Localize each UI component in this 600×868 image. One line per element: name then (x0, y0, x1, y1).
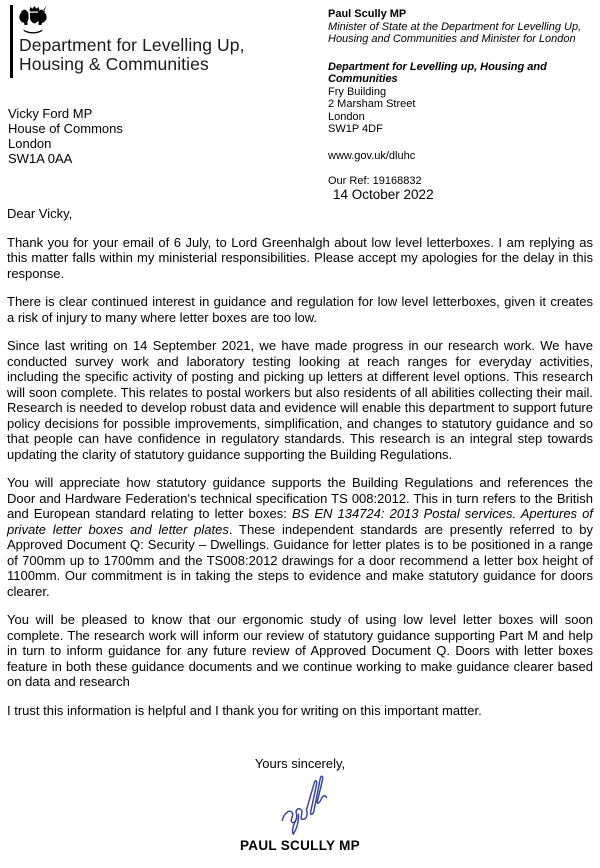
address-line: London (328, 110, 365, 123)
paragraphs-container (7, 235, 593, 719)
address-line: Vicky Ford MP (8, 106, 93, 121)
letterhead-rule (10, 5, 13, 78)
address-line: London (8, 136, 52, 151)
salutation: Dear Vicky, (7, 206, 73, 221)
address-line: SW1A 0AA (8, 151, 73, 166)
department-name: Department for Levelling Up, Housing & Communities (19, 35, 245, 74)
address-line: SW1P 4DF (328, 123, 383, 135)
letter-paragraph: There is clear continued interest in guidance and regulation for low level letterboxes, given it creates a risk of injury to many where letter boxes are too low. (7, 294, 593, 325)
website-url: www.gov.uk/dluhc (328, 149, 416, 162)
sender-block (328, 8, 594, 201)
sender-department: Department for Levelling up, Housing and Communities (328, 60, 547, 85)
address-line: Fry Building (328, 85, 387, 98)
letter-date: 14 October 2022 (333, 186, 434, 202)
letter-paragraph: You will be pleased to know that our ergonomic study of using low level letter boxes will soon complete. The research work will inform our review of statutory guidance supporting Part M and help in turn to inform guidance for any future review of Approved Document Q. Doors with letter boxes feature in both these guidance documents and we continue working to make guidance clearer based on data and research (7, 612, 593, 689)
sender-address (328, 86, 594, 136)
recipient-address (8, 106, 123, 166)
letter-paragraph: I trust this information is helpful and I thank you for writing on this important matter. (7, 702, 482, 718)
address-line: 2 Marsham Street (328, 98, 416, 110)
address-line: House of Commons (8, 121, 123, 136)
our-ref: Our Ref: 19168832 (328, 175, 422, 187)
closing-phrase: Yours sincerely, (254, 756, 346, 771)
sender-title: Minister of State at the Department for Levelling Up, Housing and Communities and Minister for London (328, 20, 582, 45)
royal-crest-icon (17, 5, 49, 39)
sender-name: Paul Scully MP (328, 8, 407, 20)
letter-paragraph: Thank you for your email of 6 July, to Lord Greenhalgh about low level letterboxes. I am replying as this matter falls within my ministerial responsibilities. Please accept my apologies for the delay in this response. (7, 234, 593, 281)
letter-body (7, 206, 593, 718)
signatory-name: PAUL SCULLY MP (240, 838, 360, 853)
letter-paragraph: Since last writing on 14 September 2021, we have made progress in our research work. We have conducted survey work and laboratory testing looking at reach ranges for everyday activities, including the specific activity of posting and picking up letters at different level options. This research will soon complete. This relates to postal workers but also residents of all abilities collecting their mail. Research is needed to develop robust data and evidence will enable this department to support future policy decisions for possible improvements, simplification, and changes to statutory guidance and so that people can have confidence in regulatory standards. This research is an integral step towards updating the clarity of statutory guidance supporting the Building Regulations. (7, 338, 593, 462)
letter-paragraph: You will appreciate how statutory guidance supports the Building Regulations and references the Door and Hardware Federation's technical specification TS 008:2012. This in turn refers to the British and European standard relating to letter boxes: BS EN 134724: 2013 Postal services. Apertures of private letter boxes and letter plates. These independent standards are presently referred to by Approved Document Q: Security – Dwellings. Guidance for letter plates is to be positioned in a range of 700mm up to 1700mm and the TS008:2012 drawings for a door recommend a letter box height of 1100mm. Our commitment is in taking the steps to evidence and make statutory guidance for doors clearer. (7, 475, 593, 599)
closing-block (0, 756, 600, 853)
signature-image (0, 773, 600, 837)
